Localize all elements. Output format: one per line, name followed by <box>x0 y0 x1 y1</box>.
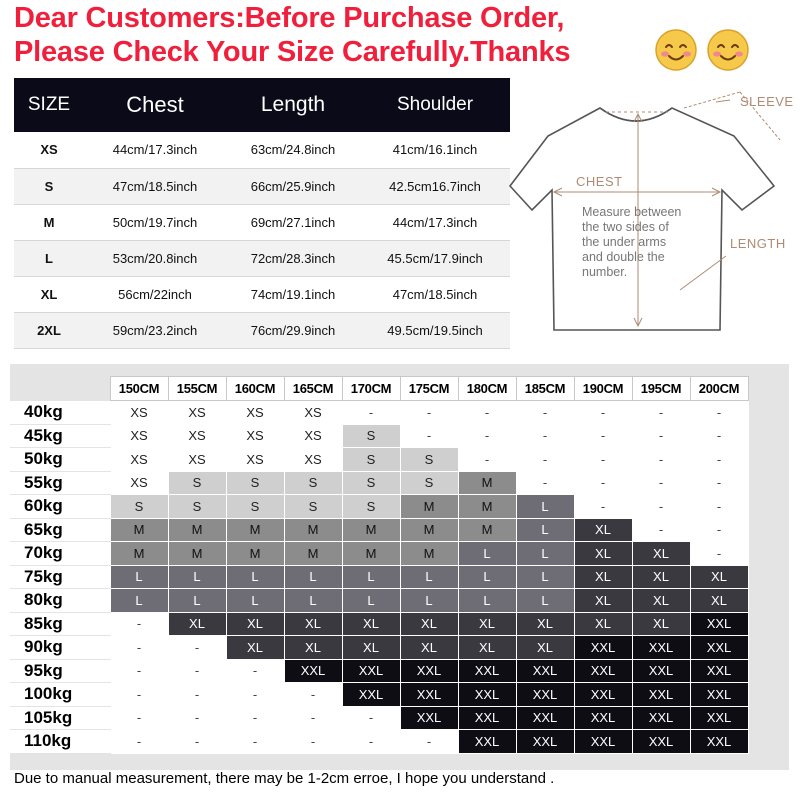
size-recommendation-cell: XXL <box>516 659 574 683</box>
weight-label: 75kg <box>10 565 110 589</box>
size-recommendation-cell: S <box>226 495 284 519</box>
size-recommendation-cell: XL <box>342 636 400 660</box>
table-row <box>14 276 510 312</box>
shoulder-cell: 45.5cm/17.9inch <box>360 240 510 276</box>
size-recommendation-cell: - <box>110 659 168 683</box>
height-header: 170CM <box>342 377 400 401</box>
size-recommendation-cell: XS <box>168 424 226 448</box>
size-recommendation-cell: - <box>632 518 690 542</box>
size-cell: M <box>14 204 84 240</box>
size-recommendation-cell: L <box>168 565 226 589</box>
size-recommendation-cell: XL <box>342 612 400 636</box>
size-recommendation-cell: XXL <box>400 683 458 707</box>
size-recommendation-cell: L <box>516 518 574 542</box>
size-recommendation-cell: - <box>632 495 690 519</box>
size-recommendation-cell: L <box>110 565 168 589</box>
table-row <box>10 612 748 636</box>
size-recommendation-cell: L <box>516 589 574 613</box>
size-recommendation-cell: - <box>400 424 458 448</box>
size-recommendation-cell: XL <box>574 518 632 542</box>
size-recommendation-cell: S <box>168 495 226 519</box>
instruction-line: number. <box>582 265 628 279</box>
size-recommendation-cell: XXL <box>690 612 748 636</box>
size-recommendation-cell: XXL <box>632 706 690 730</box>
size-recommendation-cell: - <box>342 401 400 425</box>
table-row <box>10 706 748 730</box>
size-recommendation-cell: XS <box>168 401 226 425</box>
table-row <box>10 471 748 495</box>
size-recommendation-cell: - <box>110 730 168 754</box>
length-cell: 74cm/19.1inch <box>226 276 360 312</box>
size-recommendation-cell: XL <box>516 636 574 660</box>
size-recommendation-cell: XS <box>226 401 284 425</box>
size-recommendation-cell: - <box>690 495 748 519</box>
size-recommendation-cell: XXL <box>574 683 632 707</box>
size-recommendation-cell: XXL <box>284 659 342 683</box>
size-recommendation-cell: - <box>690 401 748 425</box>
chest-label: CHEST <box>576 174 623 189</box>
size-recommendation-cell: L <box>400 565 458 589</box>
size-table <box>14 78 510 349</box>
header-shoulder: Shoulder <box>360 78 510 132</box>
size-recommendation-cell: - <box>458 401 516 425</box>
size-recommendation-cell: XXL <box>690 683 748 707</box>
size-recommendation-cell: XXL <box>458 730 516 754</box>
instruction-line: and double the <box>582 250 665 264</box>
size-recommendation-cell: XS <box>110 401 168 425</box>
size-recommendation-cell: L <box>516 495 574 519</box>
height-header: 200CM <box>690 377 748 401</box>
corner-cell <box>10 377 110 401</box>
chest-cell: 56cm/22inch <box>84 276 226 312</box>
size-recommendation-cell: L <box>458 589 516 613</box>
size-recommendation-cell: XXL <box>574 636 632 660</box>
size-recommendation-cell: XXL <box>458 706 516 730</box>
size-recommendation-cell: - <box>574 401 632 425</box>
sleeve-label: SLEEVE <box>740 94 794 109</box>
height-header: 185CM <box>516 377 574 401</box>
size-recommendation-cell: M <box>168 518 226 542</box>
table-row <box>10 424 748 448</box>
size-recommendation-cell: L <box>284 565 342 589</box>
size-recommendation-cell: XL <box>516 612 574 636</box>
weight-label: 90kg <box>10 636 110 660</box>
size-recommendation-cell: - <box>110 683 168 707</box>
header-chest: Chest <box>84 78 226 132</box>
size-recommendation-cell: XL <box>284 612 342 636</box>
size-recommendation-cell: L <box>516 565 574 589</box>
size-recommendation-cell: M <box>110 542 168 566</box>
table-row <box>10 401 748 425</box>
size-recommendation-cell: - <box>632 448 690 472</box>
headline-line-2: Please Check Your Size Carefully.Thanks <box>14 36 571 68</box>
size-recommendation-cell: XL <box>690 565 748 589</box>
size-recommendation-cell: M <box>284 518 342 542</box>
table-row <box>10 565 748 589</box>
size-recommendation-cell: - <box>110 612 168 636</box>
weight-label: 55kg <box>10 471 110 495</box>
size-recommendation-cell: S <box>400 448 458 472</box>
size-recommendation-cell: - <box>574 495 632 519</box>
size-recommendation-cell: - <box>226 706 284 730</box>
size-recommendation-cell: S <box>168 471 226 495</box>
size-recommendation-cell: S <box>400 471 458 495</box>
size-recommendation-cell: L <box>516 542 574 566</box>
size-recommendation-cell: XXL <box>400 706 458 730</box>
size-recommendation-cell: L <box>226 589 284 613</box>
size-recommendation-cell: - <box>284 730 342 754</box>
table-row <box>10 589 748 613</box>
size-recommendation-cell: L <box>342 565 400 589</box>
header-size: SIZE <box>14 78 84 132</box>
size-recommendation-cell: XL <box>226 636 284 660</box>
length-label: LENGTH <box>730 236 786 251</box>
weight-label: 100kg <box>10 683 110 707</box>
chest-cell: 44cm/17.3inch <box>84 132 226 168</box>
smiley-face-icon <box>706 28 750 72</box>
size-recommendation-cell: XXL <box>690 659 748 683</box>
height-header: 190CM <box>574 377 632 401</box>
size-recommendation-cell: M <box>458 495 516 519</box>
size-recommendation-cell: XL <box>226 612 284 636</box>
size-recommendation-cell: L <box>168 589 226 613</box>
size-recommendation-cell: M <box>110 518 168 542</box>
table-row <box>10 636 748 660</box>
size-cell: XS <box>14 132 84 168</box>
table-row <box>10 659 748 683</box>
size-recommendation-cell: S <box>110 495 168 519</box>
weight-label: 40kg <box>10 401 110 425</box>
instruction-line: Measure between <box>582 205 682 219</box>
size-recommendation-cell: S <box>342 471 400 495</box>
size-recommendation-cell: XL <box>168 612 226 636</box>
shoulder-cell: 41cm/16.1inch <box>360 132 510 168</box>
size-recommendation-cell: S <box>226 471 284 495</box>
size-recommendation-cell: - <box>168 730 226 754</box>
size-recommendation-cell: XS <box>110 471 168 495</box>
size-recommendation-cell: XXL <box>574 706 632 730</box>
size-recommendation-cell: XXL <box>458 683 516 707</box>
height-header: 160CM <box>226 377 284 401</box>
size-recommendation-cell: - <box>690 518 748 542</box>
size-recommendation-cell: XL <box>632 612 690 636</box>
tshirt-diagram <box>508 78 800 348</box>
size-recommendation-cell: M <box>226 518 284 542</box>
footnote: Due to manual measurement, there may be 1-2cm erroe, I hope you understand . <box>14 770 555 787</box>
height-weight-chart <box>10 364 789 770</box>
size-recommendation-cell: XXL <box>690 706 748 730</box>
size-recommendation-cell: L <box>458 542 516 566</box>
size-recommendation-cell: L <box>342 589 400 613</box>
size-table-header <box>14 78 510 132</box>
size-recommendation-cell: - <box>168 636 226 660</box>
size-recommendation-cell: - <box>632 401 690 425</box>
size-recommendation-cell: - <box>226 659 284 683</box>
size-recommendation-cell: XXL <box>342 659 400 683</box>
size-recommendation-cell: M <box>400 495 458 519</box>
size-recommendation-cell: XS <box>110 448 168 472</box>
size-recommendation-cell: M <box>284 542 342 566</box>
weight-label: 85kg <box>10 612 110 636</box>
size-recommendation-cell: - <box>690 448 748 472</box>
size-recommendation-cell: XL <box>400 636 458 660</box>
size-recommendation-cell: - <box>168 706 226 730</box>
height-header: 180CM <box>458 377 516 401</box>
size-recommendation-cell: M <box>400 542 458 566</box>
size-recommendation-cell: XXL <box>690 636 748 660</box>
size-cell: L <box>14 240 84 276</box>
size-recommendation-cell: - <box>516 471 574 495</box>
size-recommendation-cell: XL <box>400 612 458 636</box>
size-recommendation-cell: XS <box>110 424 168 448</box>
length-cell: 66cm/25.9inch <box>226 168 360 204</box>
size-recommendation-cell: - <box>226 683 284 707</box>
size-recommendation-cell: XXL <box>458 659 516 683</box>
size-recommendation-cell: - <box>168 659 226 683</box>
size-recommendation-cell: - <box>226 730 284 754</box>
weight-label: 50kg <box>10 448 110 472</box>
size-cell: S <box>14 168 84 204</box>
size-recommendation-cell: M <box>458 518 516 542</box>
size-cell: 2XL <box>14 312 84 348</box>
size-recommendation-cell: XXL <box>632 730 690 754</box>
chest-cell: 47cm/18.5inch <box>84 168 226 204</box>
size-recommendation-cell: - <box>574 448 632 472</box>
shoulder-cell: 47cm/18.5inch <box>360 276 510 312</box>
table-row <box>10 730 748 754</box>
table-row <box>10 448 748 472</box>
height-header: 195CM <box>632 377 690 401</box>
size-cell: XL <box>14 276 84 312</box>
size-recommendation-cell: XXL <box>574 659 632 683</box>
size-recommendation-cell: L <box>284 589 342 613</box>
size-recommendation-cell: S <box>342 424 400 448</box>
size-recommendation-cell: - <box>400 730 458 754</box>
size-recommendation-cell: XL <box>632 542 690 566</box>
length-cell: 76cm/29.9inch <box>226 312 360 348</box>
table-row <box>14 204 510 240</box>
size-recommendation-cell: XXL <box>516 706 574 730</box>
size-recommendation-cell: - <box>574 471 632 495</box>
size-recommendation-cell: - <box>168 683 226 707</box>
size-recommendation-cell: S <box>342 448 400 472</box>
length-cell: 69cm/27.1inch <box>226 204 360 240</box>
size-recommendation-cell: - <box>516 401 574 425</box>
length-cell: 72cm/28.3inch <box>226 240 360 276</box>
size-recommendation-cell: M <box>400 518 458 542</box>
size-recommendation-cell: - <box>342 706 400 730</box>
size-recommendation-cell: XL <box>632 589 690 613</box>
size-recommendation-cell: XXL <box>690 730 748 754</box>
instruction-line: the two sides of <box>582 220 669 234</box>
size-recommendation-cell: - <box>110 636 168 660</box>
chest-cell: 50cm/19.7inch <box>84 204 226 240</box>
table-row <box>10 495 748 519</box>
size-recommendation-cell: L <box>226 565 284 589</box>
size-recommendation-cell: XS <box>226 424 284 448</box>
size-recommendation-cell: - <box>400 401 458 425</box>
size-recommendation-cell: - <box>632 471 690 495</box>
size-recommendation-cell: M <box>342 518 400 542</box>
size-recommendation-cell: XS <box>284 424 342 448</box>
weight-label: 70kg <box>10 542 110 566</box>
height-header-row <box>10 377 748 401</box>
size-recommendation-cell: XL <box>632 565 690 589</box>
size-recommendation-cell: XL <box>458 612 516 636</box>
tshirt-icon <box>510 108 774 330</box>
size-recommendation-cell: S <box>284 495 342 519</box>
size-recommendation-cell: XL <box>574 542 632 566</box>
size-recommendation-cell: L <box>458 565 516 589</box>
size-recommendation-cell: XXL <box>632 636 690 660</box>
weight-label: 80kg <box>10 589 110 613</box>
instruction-line: the under arms <box>582 235 667 249</box>
size-recommendation-cell: XL <box>574 565 632 589</box>
size-recommendation-cell: L <box>110 589 168 613</box>
weight-label: 45kg <box>10 424 110 448</box>
size-recommendation-cell: S <box>284 471 342 495</box>
weight-label: 65kg <box>10 518 110 542</box>
size-recommendation-cell: - <box>284 683 342 707</box>
size-recommendation-cell: - <box>342 730 400 754</box>
size-recommendation-cell: XXL <box>632 659 690 683</box>
headline-line-1: Dear Customers:Before Purchase Order, <box>14 2 565 34</box>
height-header: 165CM <box>284 377 342 401</box>
size-recommendation-cell: XXL <box>516 730 574 754</box>
shoulder-cell: 49.5cm/19.5inch <box>360 312 510 348</box>
table-row <box>10 518 748 542</box>
size-recommendation-cell: - <box>284 706 342 730</box>
length-cell: 63cm/24.8inch <box>226 132 360 168</box>
weight-label: 95kg <box>10 659 110 683</box>
size-recommendation-cell: XXL <box>342 683 400 707</box>
chest-cell: 53cm/20.8inch <box>84 240 226 276</box>
table-row <box>14 240 510 276</box>
chest-cell: 59cm/23.2inch <box>84 312 226 348</box>
size-recommendation-cell: XS <box>284 448 342 472</box>
size-recommendation-cell: XL <box>458 636 516 660</box>
size-recommendation-cell: XL <box>574 589 632 613</box>
size-recommendation-cell: XXL <box>632 683 690 707</box>
size-recommendation-cell: - <box>458 448 516 472</box>
table-row <box>14 312 510 348</box>
size-recommendation-cell: - <box>632 424 690 448</box>
size-recommendation-cell: M <box>168 542 226 566</box>
shoulder-cell: 42.5cm16.7inch <box>360 168 510 204</box>
height-header: 175CM <box>400 377 458 401</box>
size-recommendation-cell: XS <box>226 448 284 472</box>
weight-label: 110kg <box>10 730 110 754</box>
table-row <box>10 542 748 566</box>
shoulder-cell: 44cm/17.3inch <box>360 204 510 240</box>
size-recommendation-cell: - <box>110 706 168 730</box>
header-length: Length <box>226 78 360 132</box>
table-row <box>14 132 510 168</box>
table-row <box>14 168 510 204</box>
size-recommendation-cell: - <box>690 471 748 495</box>
weight-label: 60kg <box>10 495 110 519</box>
size-recommendation-cell: L <box>400 589 458 613</box>
size-recommendation-cell: XXL <box>516 683 574 707</box>
size-recommendation-cell: XS <box>284 401 342 425</box>
size-recommendation-cell: - <box>458 424 516 448</box>
size-recommendation-cell: - <box>516 448 574 472</box>
height-header: 150CM <box>110 377 168 401</box>
size-recommendation-cell: M <box>342 542 400 566</box>
size-recommendation-cell: - <box>574 424 632 448</box>
size-recommendation-cell: - <box>690 542 748 566</box>
size-recommendation-cell: XXL <box>400 659 458 683</box>
size-recommendation-cell: XL <box>284 636 342 660</box>
size-recommendation-cell: XL <box>690 589 748 613</box>
size-recommendation-cell: S <box>342 495 400 519</box>
size-recommendation-cell: M <box>226 542 284 566</box>
size-recommendation-cell: XL <box>574 612 632 636</box>
weight-label: 105kg <box>10 706 110 730</box>
height-header: 155CM <box>168 377 226 401</box>
size-recommendation-cell: XXL <box>574 730 632 754</box>
smiley-face-icon <box>654 28 698 72</box>
size-recommendation-cell: - <box>516 424 574 448</box>
height-weight-table <box>10 376 749 754</box>
size-recommendation-cell: - <box>690 424 748 448</box>
size-recommendation-cell: XS <box>168 448 226 472</box>
size-recommendation-cell: M <box>458 471 516 495</box>
table-row <box>10 683 748 707</box>
